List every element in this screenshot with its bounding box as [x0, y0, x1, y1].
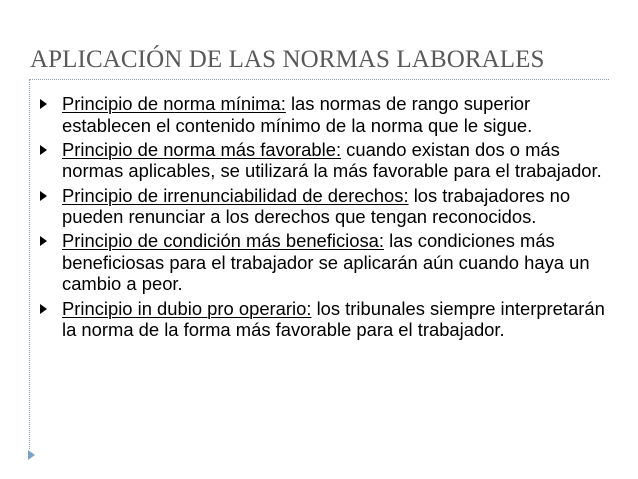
principle-description: las normas de rango superior establecen el contenido mínimo de la norma que le sigue. — [62, 93, 533, 136]
principle-description: los trabajadores no pueden renunciar a los derechos que tengan reconocidos. — [62, 184, 571, 228]
list-item — [40, 93, 615, 136]
title-divider — [29, 79, 609, 80]
triangle-bullet-icon — [40, 145, 47, 155]
principles-list — [40, 93, 615, 343]
triangle-marker-icon — [28, 450, 35, 460]
list-item — [40, 230, 615, 295]
list-item — [40, 298, 615, 341]
list-item — [40, 185, 615, 228]
triangle-bullet-icon — [40, 304, 47, 314]
list-item — [40, 139, 615, 182]
principle-term: Principio de irrenunciabilidad de derechos: — [62, 184, 409, 206]
principle-term: Principio de condición más beneficiosa: — [62, 230, 385, 252]
principle-description: las condiciones más beneficiosas para el trabajador se aplicarán aún cuando haya un cambio a peor. — [62, 230, 590, 295]
principle-description: cuando existan dos o más normas aplicables, se utilizará la más favorable para el trabajador. — [62, 138, 602, 182]
slide-title: APLICACIÓN DE LAS NORMAS LABORALES — [30, 46, 545, 73]
triangle-bullet-icon — [40, 99, 47, 109]
triangle-bullet-icon — [40, 191, 47, 201]
principle-term: Principio in dubio pro operario: — [62, 297, 312, 319]
triangle-bullet-icon — [40, 236, 47, 246]
principle-term: Principio de norma más favorable: — [62, 138, 342, 160]
principle-description: los tribunales siempre interpretarán la norma de la forma más favorable para el trabajador. — [62, 297, 605, 341]
principle-term: Principio de norma mínima: — [62, 93, 286, 114]
left-divider — [29, 79, 30, 449]
